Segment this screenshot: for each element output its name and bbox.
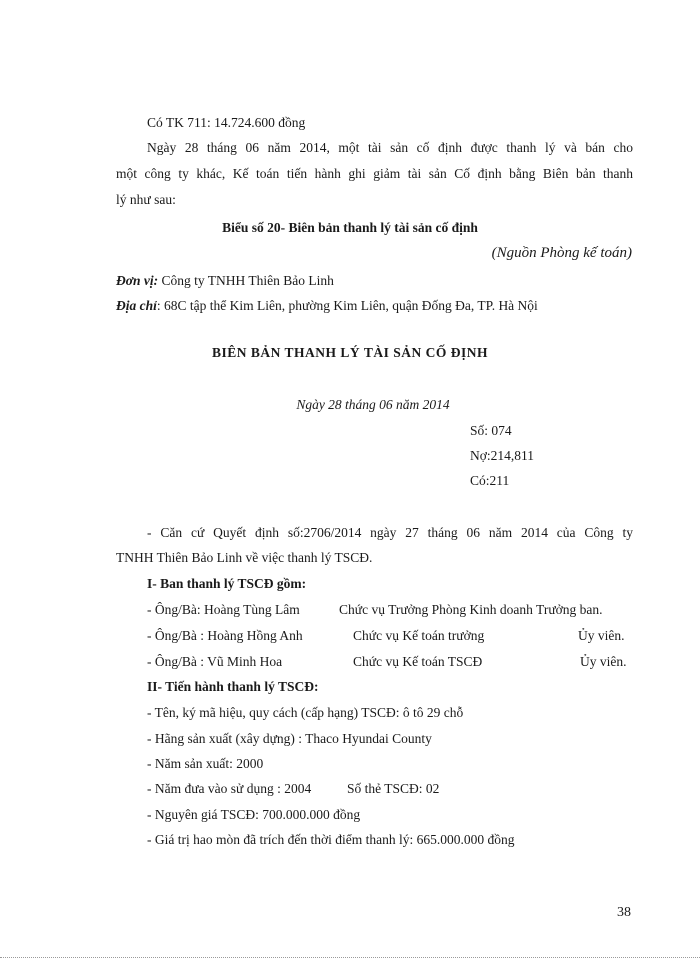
page-number: 38 [617,905,631,920]
address-line [116,297,538,315]
section-2-heading: II- Tiến hành thanh lý TSCĐ: [147,679,319,694]
page-bottom-divider [0,957,700,958]
credit-account: Có:211 [470,473,510,488]
report-title: BIÊN BẢN THANH LÝ TÀI SẢN CỐ ĐỊNH [212,345,488,360]
doc-number: Số: 074 [470,423,512,438]
member-role: Ủy viên. [580,654,627,669]
asset-card-number: Số thẻ TSCĐ: 02 [347,781,440,796]
address-label: Địa chỉ [116,298,157,313]
unit-label: Đơn vị: [116,273,159,288]
debit-account: Nợ:214,811 [470,448,535,463]
section-1-heading: I- Ban thanh lý TSCĐ gồm: [147,576,307,591]
member-role: Ủy viên. [578,628,625,643]
unit-value: Công ty TNHH Thiên Bảo Linh [158,273,334,288]
form-caption: Biểu số 20- Biên bản thanh lý tài sản cố định [222,220,478,235]
basis-line-1: - Căn cứ Quyết định số:2706/2014 ngày 27 tháng 06 năm 2014 của Công ty [147,525,633,540]
form-source: (Nguồn Phòng kế toán) [491,245,632,261]
basis-line-2: TNHH Thiên Bảo Linh về việc thanh lý TSCĐ. [116,550,373,565]
credit-account-line: Có TK 711: 14.724.600 đồng [147,115,306,130]
report-date: Ngày 28 tháng 06 năm 2014 [296,397,450,412]
paragraph-line-3: lý như sau: [116,192,176,207]
member-name: - Ông/Bà : Vũ Minh Hoa [147,654,283,669]
member-position: Chức vụ Kế toán trưởng [353,628,485,643]
member-position: Chức vụ Trưởng Phòng Kinh doanh Trưởng ban. [339,602,603,617]
member-position: Chức vụ Kế toán TSCĐ [353,654,483,669]
asset-name-line: - Tên, ký mã hiệu, quy cách (cấp hạng) TSCĐ: ô tô 29 chỗ [147,705,464,720]
asset-year-line: - Năm sản xuất: 2000 [147,756,264,771]
paragraph-line-2: một công ty khác, Kế toán tiến hành ghi giảm tài sản Cố định bằng Biên bản thanh [116,166,633,181]
asset-depreciation-line: - Giá trị hao mòn đã trích đến thời điểm thanh lý: 665.000.000 đồng [147,832,515,847]
member-name: - Ông/Bà : Hoàng Hồng Anh [147,628,303,643]
paragraph-line-1: Ngày 28 tháng 06 năm 2014, một tài sản cố định được thanh lý và bán cho [147,140,633,155]
address-value: : 68C tập thể Kim Liên, phường Kim Liên, quận Đống Đa, TP. Hà Nội [156,298,538,313]
member-name: - Ông/Bà: Hoàng Tùng Lâm [147,602,300,617]
asset-maker-line: - Hãng sản xuất (xây dựng) : Thaco Hyundai County [147,731,432,746]
asset-cost-line: - Nguyên giá TSCĐ: 700.000.000 đồng [147,807,361,822]
asset-use-year-line: - Năm đưa vào sử dụng : 2004 [147,781,312,796]
unit-line [116,272,334,290]
